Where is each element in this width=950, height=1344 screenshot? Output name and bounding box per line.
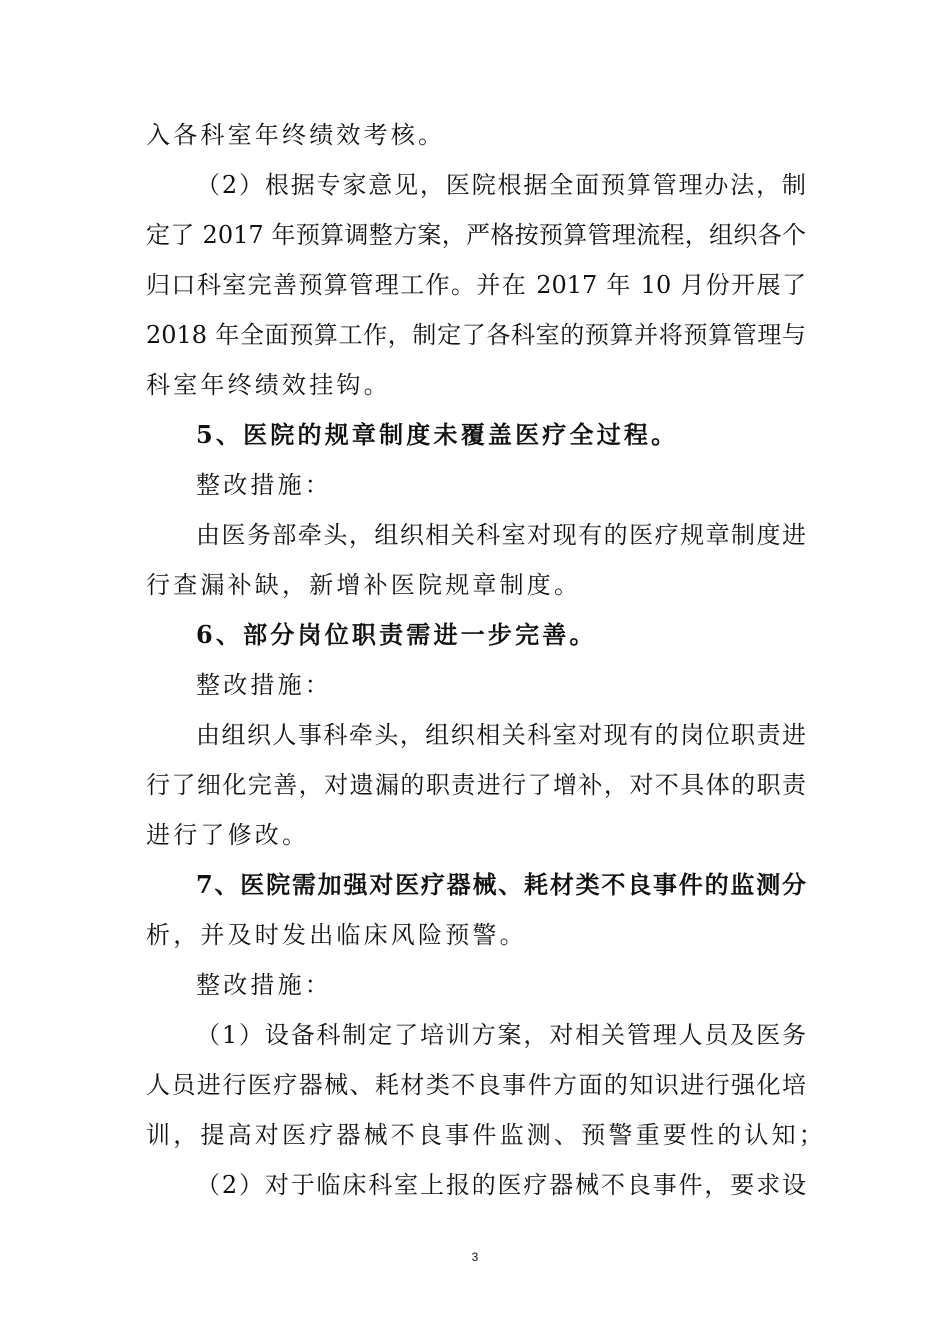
text-line: 析，并及时发出临床风险预警。 (146, 921, 527, 949)
heading-text: 7、医院需加强对医疗器械、耗材类不良事件的监测分 (196, 870, 806, 899)
section-heading (196, 616, 806, 654)
text-line: 科室年终绩效挂钩。 (146, 371, 391, 399)
text-line: （2）根据专家意见，医院根据全面预算管理办法，制 (196, 171, 806, 199)
text-line: 进行了修改。 (146, 821, 310, 849)
text-line: （1）设备科制定了培训方案，对相关管理人员及医务 (196, 1021, 806, 1049)
text-line: 行查漏补缺，新增补医院规章制度。 (146, 571, 582, 599)
text-line: 由医务部牵头，组织相关科室对现有的医疗规章制度进 (196, 521, 806, 549)
heading-text: 6、部分岗位职责需进一步完善。 (196, 620, 597, 649)
text-line: 归口科室完善预算管理工作。并在 2017 年 10 月份开展了 (146, 271, 806, 299)
text-line: （2）对于临床科室上报的医疗器械不良事件，要求设 (196, 1171, 806, 1199)
section-heading (196, 866, 806, 904)
text-line: 整改措施： (196, 671, 332, 699)
section-heading (196, 416, 806, 454)
heading-text: 5、医院的规章制度未覆盖医疗全过程。 (196, 420, 679, 449)
text-line: 整改措施： (196, 471, 332, 499)
page-number: 3 (471, 1250, 479, 1264)
text-line: 定了 2017 年预算调整方案，严格按预算管理流程，组织各个 (146, 221, 806, 249)
text-line: 入各科室年终绩效考核。 (146, 121, 446, 149)
text-line: 行了细化完善，对遗漏的职责进行了增补，对不具体的职责 (146, 771, 806, 799)
text-line: 2018 年全面预算工作，制定了各科室的预算并将预算管理与 (146, 321, 806, 349)
text-line: 训，提高对医疗器械不良事件监测、预警重要性的认知； (146, 1121, 826, 1149)
text-line: 人员进行医疗器械、耗材类不良事件方面的知识进行强化培 (146, 1071, 806, 1099)
text-line: 由组织人事科牵头，组织相关科室对现有的岗位职责进 (196, 721, 806, 749)
text-line: 整改措施： (196, 971, 332, 999)
